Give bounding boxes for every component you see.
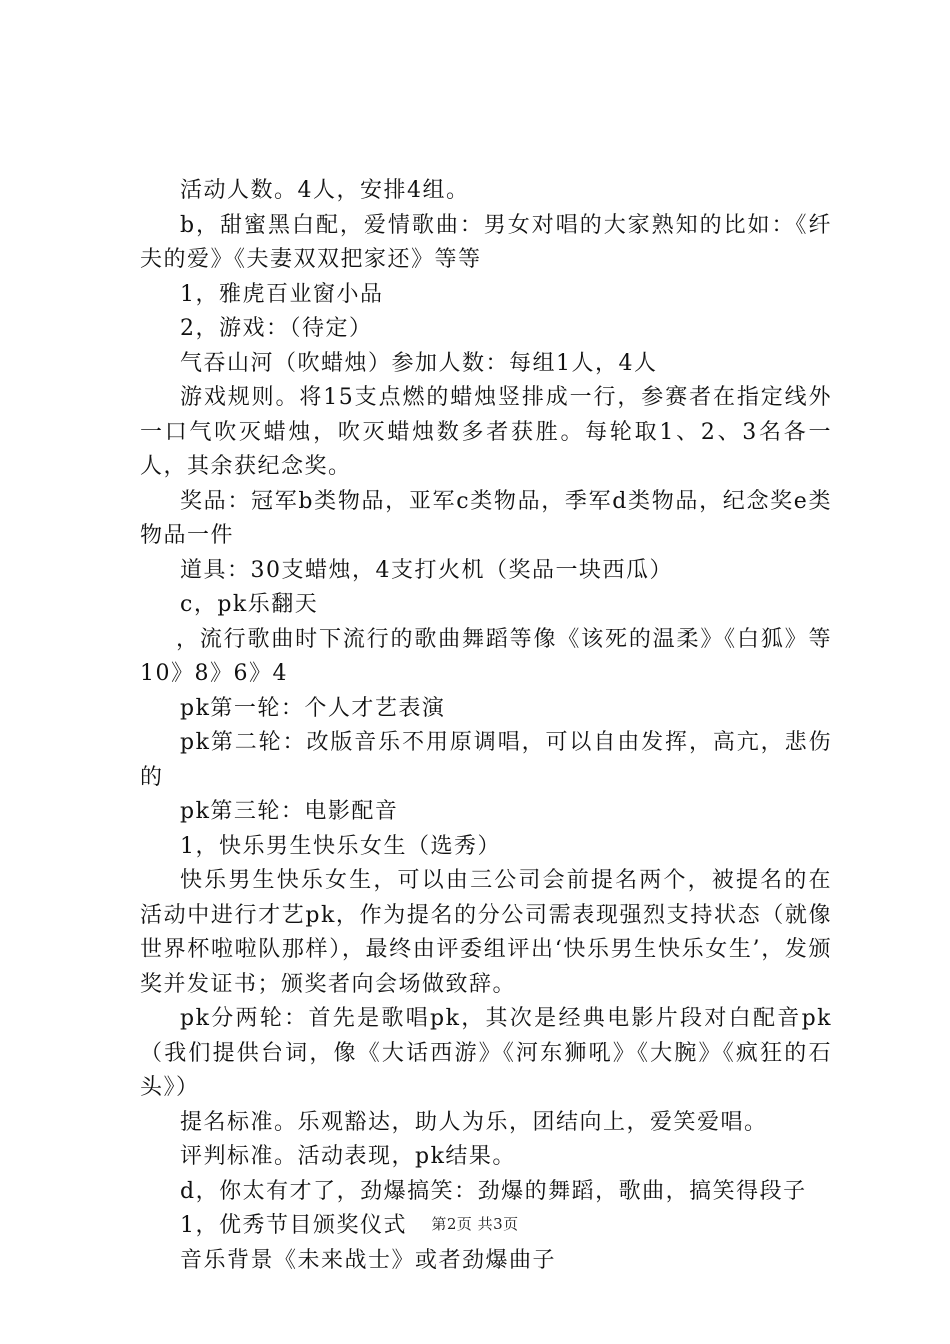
page-footer: 第2页 共3页	[431, 1215, 519, 1233]
paragraph-judging-criteria: 评判标准。活动表现，pk结果。	[180, 1144, 516, 1169]
paragraph-pk-two-rounds: pk分两轮：首先是歌唱pk，其次是经典电影片段对白配音pk（我们提供台词，像《大话西游》《河东狮吼》《大腕》《疯狂的石头》）	[140, 1006, 832, 1100]
paragraph-talent-show-details: 快乐男生快乐女生，可以由三公司会前提名两个，被提名的在活动中进行才艺pk，作为提名的分公司需表现强烈支持状态（就像世界杯啦啦队那样），最终由评委组评出‘快乐男生快乐女生’，发颁奖并发证书；颁奖者向会场做致辞。	[140, 868, 832, 997]
paragraph-yahoo-skit: 1，雅虎百业窗小品	[180, 281, 384, 307]
paragraph-pop-songs: ，流行歌曲时下流行的歌曲舞蹈等像《该死的温柔》《白狐》等10》8》6》4	[140, 626, 832, 686]
paragraph-nomination-criteria: 提名标准。乐观豁达，助人为乐，团结向上，爱笑爱唱。	[180, 1109, 768, 1135]
paragraph-section-b: b，甜蜜黑白配，爱情歌曲：男女对唱的大家熟知的比如：《纤夫的爱》《夫妻双双把家还》等等	[140, 212, 832, 272]
paragraph-talent-show: 1，快乐男生快乐女生（选秀）	[180, 833, 501, 859]
paragraph-game: 2，游戏：（待定）	[180, 316, 373, 341]
document-body	[140, 174, 832, 1278]
paragraph-section-d: d，你太有才了，劲爆搞笑：劲爆的舞蹈，歌曲，搞笑得段子	[180, 1178, 807, 1204]
paragraph-background-music: 音乐背景《未来战士》或者劲爆曲子	[180, 1247, 557, 1273]
paragraph-game-rules: 游戏规则。将15支点燃的蜡烛竖排成一行，参赛者在指定线外一口气吹灭蜡烛，吹灭蜡烛数多者获胜。每轮取1、2、3名各一人，其余获纪念奖。	[140, 385, 832, 479]
paragraph-award-ceremony: 1，优秀节目颁奖仪式	[180, 1213, 407, 1238]
paragraph-candle-game: 气吞山河（吹蜡烛）参加人数：每组1人，4人	[180, 350, 658, 376]
paragraph-section-c: c，pk乐翻天	[180, 592, 319, 617]
paragraph-props: 道具：30支蜡烛，4支打火机（奖品一块西瓜）	[180, 557, 673, 583]
paragraph-pk-round-1: pk第一轮：个人才艺表演	[180, 695, 446, 721]
paragraph-pk-round-3: pk第三轮：电影配音	[180, 799, 399, 824]
paragraph-participants: 活动人数。4人，安排4组。	[180, 178, 470, 203]
paragraph-prizes: 奖品：冠军b类物品，亚军c类物品，季军d类物品，纪念奖e类物品一件	[140, 488, 832, 548]
paragraph-pk-round-2: pk第二轮：改版音乐不用原调唱，可以自由发挥，高亢，悲伤的	[140, 730, 832, 790]
